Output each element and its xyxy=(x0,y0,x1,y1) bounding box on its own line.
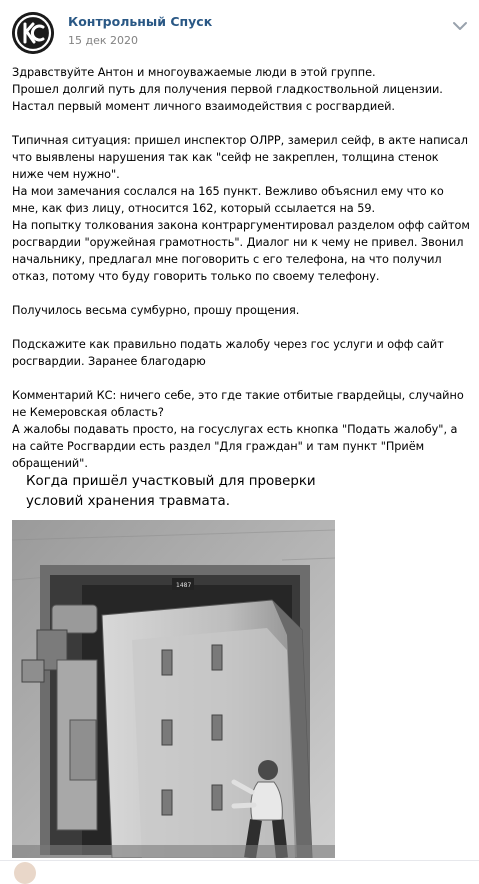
post-header xyxy=(0,0,479,60)
group-name-link[interactable]: Контрольный Спуск xyxy=(68,14,213,29)
post-text xyxy=(12,64,472,472)
door-plate-number: 1487 xyxy=(176,582,192,589)
post-paragraph: Типичная ситуация: пришел инспектор ОЛРР, замерил сейф, в акте написал что выявлены нарушения так как "сейф не закреплен, толщина стенок ниже чем нужно". На мои замечания сослался на 165 пункт. Вежливо объяснил ему что ко мне, как физ лицу, относится 162, который ссылается на 59. На попытку толкования закона контраргументировал разделом офф сайтом росгвардии "оружейная грамотность". Диалог ни к чему не привел. Звонил начальнику, предлагал мне поговорить с его телефона, на что получил отказ, потому что буду говорить только по своему телефону. xyxy=(12,134,470,283)
comment-user-avatar[interactable] xyxy=(14,862,36,884)
post-menu-chevron-icon[interactable] xyxy=(448,14,472,38)
meme-caption-line: условий хранения травмата. xyxy=(26,494,230,509)
group-logo-icon xyxy=(12,12,54,54)
meme-caption-line: Когда пришёл участковый для проверки xyxy=(26,474,316,489)
post-paragraph: Получилось весьма сумбурно, прошу прощения. xyxy=(12,304,300,317)
post-paragraph: Подскажите как правильно подать жалобу через гос услуги и офф сайт росгвардии. Заранее благодарю xyxy=(12,338,444,368)
meme-caption xyxy=(26,472,326,512)
post-paragraph: Комментарий КС: ничего себе, это где такие отбитые гвардейцы, случайно не Кемеровская область? А жалобы подавать просто, на госуслугах есть кнопка "Подать жалобу", а на сайте Росгвардии есть раздел "Для граждан" и там пункт "Приём обращений". xyxy=(12,389,464,470)
post-date[interactable]: 15 дек 2020 xyxy=(68,34,139,47)
post-paragraph: Здравствуйте Антон и многоуважаемые люди в этой группе. Прошел долгий путь для получения первой гладкоствольной лицензии. Настал первый момент личного взаимодействия с росгвардией. xyxy=(12,66,443,113)
meme-photo-vault-door[interactable] xyxy=(12,520,335,858)
group-avatar[interactable] xyxy=(12,12,54,54)
